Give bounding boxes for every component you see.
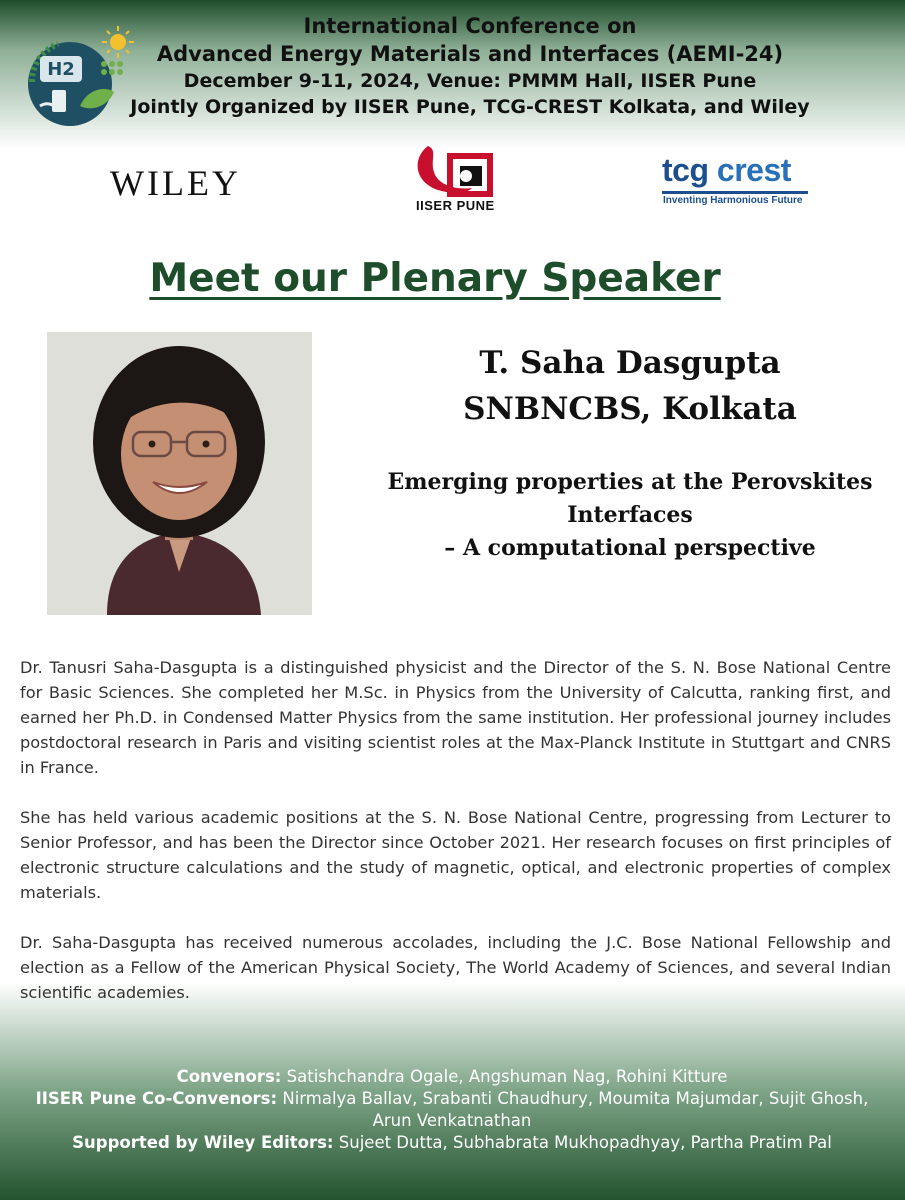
speaker-name: T. Saha Dasgupta [479, 345, 781, 381]
bio-paragraph: She has held various academic positions at the S. N. Bose National Centre, progressing from Lecturer to Senior Professor, and has been the Director since October 2021. Her research focuses on first principles of electronic structure calculations and the study of magnetic, optical, and electronic properties of complex materials. [20, 808, 891, 902]
bio-paragraph: Dr. Tanusri Saha-Dasgupta is a distinguished physicist and the Director of the S. N. Bose National Centre for Basic Sciences. She completed her M.Sc. in Physics from the University of Calcutta, ranking first, and earned her Ph.D. in Condensed Matter Physics from the same institution. Her professional journey includes postdoctoral research in Paris and visiting scientist roles at the Max-Planck Institute in Stuttgart and CNRS in France. [20, 658, 891, 777]
convenors-row [22, 1066, 882, 1088]
editors-label: Supported by Wiley Editors: [72, 1133, 334, 1152]
footer-credits [22, 1066, 882, 1154]
battery-icon [52, 90, 66, 112]
conference-title-line1: International Conference on [303, 14, 637, 38]
convenors-label: Convenors: [176, 1067, 282, 1086]
crest-wordmark: crest [708, 152, 791, 188]
conference-title-line2: Advanced Energy Materials and Interfaces (AEMI-24) [156, 42, 784, 66]
talk-title-line2: Interfaces [567, 502, 693, 528]
coconvenors-row [22, 1088, 882, 1132]
talk-title [345, 466, 905, 565]
coconvenors-label: IISER Pune Co-Convenors: [35, 1089, 278, 1108]
speaker-info [420, 340, 840, 432]
bio-paragraph: Dr. Saha-Dasgupta has received numerous accolades, including the J.C. Bose National Fellowship and election as a Fellow of the American Physical Society, The World Academy of Sciences, and several Indian scientific academies. [20, 933, 891, 1002]
conference-organizers: Jointly Organized by IISER Pune, TCG-CREST Kolkata, and Wiley [130, 96, 810, 118]
conference-mark-text: H2 [47, 59, 75, 80]
tcg-crest-logo [662, 152, 791, 189]
conference-logo [18, 22, 136, 130]
coconvenors-names: Nirmalya Ballav, Srabanti Chaudhury, Moumita Majumdar, Sujit Ghosh, Arun Venkatnathan [277, 1089, 869, 1130]
editors-row [22, 1132, 882, 1154]
talk-title-line1: Emerging properties at the Perovskites [387, 469, 873, 495]
speaker-biography [20, 655, 891, 1030]
editors-names: Sujeet Dutta, Subhabrata Mukhopadhyay, Partha Pratim Pal [333, 1133, 832, 1152]
portrait-illustration [47, 332, 312, 615]
conference-header [130, 12, 810, 120]
conference-date-venue: December 9-11, 2024, Venue: PMMM Hall, IISER Pune [183, 70, 757, 92]
tcg-wordmark: tcg [662, 152, 709, 188]
tcg-divider [662, 191, 808, 194]
iiser-pune-wordmark: IISER PUNE [416, 198, 495, 213]
page-heading: Meet our Plenary Speaker [149, 256, 721, 301]
tcg-tagline: Inventing Harmonious Future [663, 195, 803, 206]
sun-icon [110, 34, 126, 50]
convenors-names: Satishchandra Ogale, Angshuman Nag, Rohini Kitture [281, 1067, 728, 1086]
wiley-logo: WILEY [110, 163, 241, 203]
speaker-photo [47, 332, 312, 615]
speaker-affiliation: SNBNCBS, Kolkata [463, 391, 797, 427]
talk-title-line3: – A computational perspective [444, 535, 816, 561]
